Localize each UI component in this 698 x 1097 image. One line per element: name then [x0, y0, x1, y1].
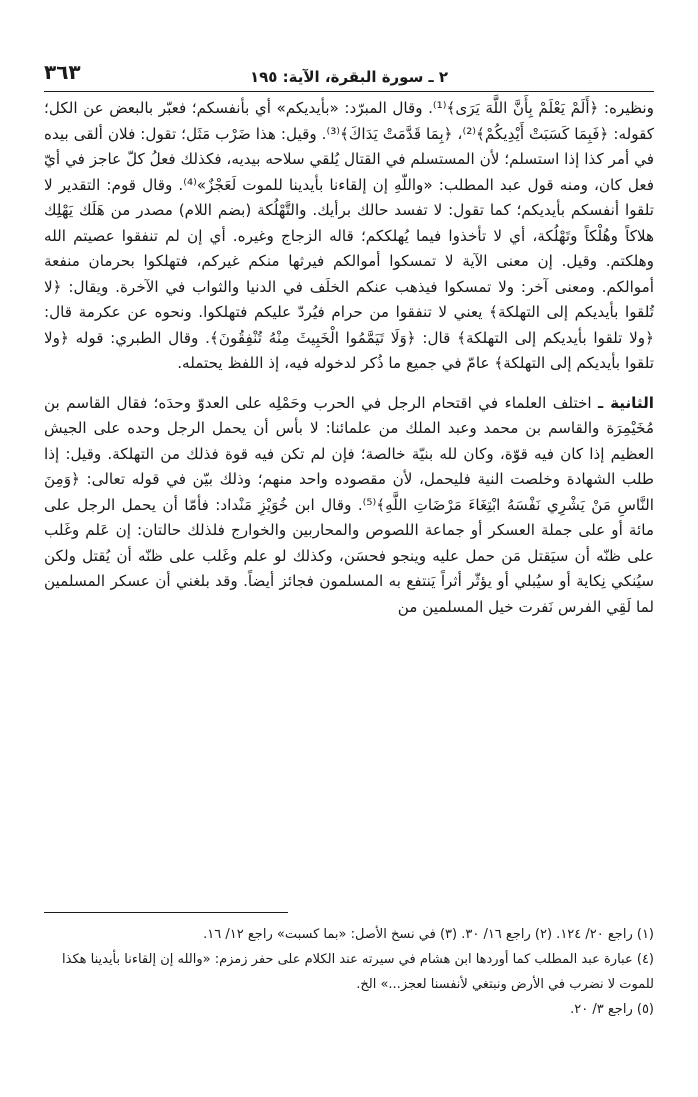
header-rule [44, 91, 654, 92]
footnote-line-3: (٥) راجع ٣/ ٢٠. [570, 1002, 654, 1017]
section-label: الثانية ـ [598, 393, 654, 412]
page-number: ٣٦٣ [44, 60, 81, 84]
paragraph-1: ونظيره: ﴿أَلَمْ يَعْلَمْ بِأَنَّ اللَّهَ يَرَى﴾⁽¹⁾. وقال المبرّد: «بأيديكم» أي بأنفسكم؛ فعبّر بالبعض عن الكل؛ كقوله: ﴿فَبِمَا كَسَبَتْ أَيْدِيكُمْ﴾⁽²⁾، ﴿بِمَا قَدَّمَتْ يَدَاكَ﴾⁽³⁾. وقيل: هذا ضَرْب مَثَل؛ تقول: فلان ألقى بيده في أمر كذا إذا استسلم؛ لأن المستسلم في القتال يُلقي سلاحه بيديه، فكذلك فعلُ كلّ عاجز في أيّ فعل كان، ومنه قول عبد المطلب: «واللّهِ إن إلقاءنا بأيدينا للموت لَعَجْزٌ»⁽⁴⁾. وقال قوم: التقدير لا تلقوا أنفسكم بأيديكم؛ كما تقول: لا تفسد حالك برأيك. والتَّهْلُكة (بضم اللام) مصدر من هَلَك يَهْلِك هلاكاً وهُلْكاً وتَهْلُكة، أي لا تأخذوا فيما يُهلككم؛ قاله الزجاج وغيره. أي إن لم تنفقوا عصيتم الله وهلكتم. وقيل. إن معنى الآية لا تمسكوا أموالكم فيرثها منكم غيركم، فتهلكوا بحرمان منفعة أموالكم. ومعنى آخر: ولا تمسكوا فيذهب عنكم الخلَف في الدنيا والثواب في الآخرة. ويقال: ﴿لا تُلقوا بأيديكم إلى التهلكة﴾ يعني لا تنفقوا من حرام فيُردّ عليكم فتهلكوا. ونحوه عن عكرمة قال: ﴿ولا تلقوا بأيديكم إلى التهلكة﴾ قال: ﴿وَلَا تَيَمَّمُوا الْخَبِيثَ مِنْهُ تُنْفِقُونَ﴾. وقال الطبري: قوله ﴿ولا تلقوا بأيديكم إلى التهلكة﴾ عامّ في جميع ما ذُكر لدخوله فيه، إذ اللفظ يحتمله. [44, 99, 655, 372]
running-title: ٢ ـ سورة البقرة، الآية: ١٩٥ [249, 68, 449, 86]
paragraph-2-text: اختلف العلماء في اقتحام الرجل في الحرب وحَمْلِه على العدوّ وحدَه؛ فقال القاسم بن مُخَيْمِرَة والقاسم بن محمد وعبد الملك من علمائنا: لا بأس أن يحمل الرجل وحده على الجيش العظيم إذا كان فيه قوّة، وكان لله بنيّة خالصة؛ فإن لم تكن فيه قوة فذلك من التهلكة. وقيل: إذا طلب الشهادة وخلصت النية فليحمل، لأن مقصوده واحد منهم؛ وذلك بيّن في قوله تعالى: ﴿وَمِنَ النَّاسِ مَنْ يَشْرِي نَفْسَهُ ابْتِغَاءَ مَرْضَاتِ اللَّهِ﴾⁽⁵⁾. وقال ابن خُوَيْزِ مَنْداد: فأمّا أن يحمل الرجل على مائة أو على جملة العسكر أو جماعة اللصوص والمحاربين والخوارج فلذلك حالتان: إن عَلم وغَلب على ظنّه أن سيَقتل مَن حمل عليه وينجو فحسَن، وكذلك لو علم وغَلب على ظنّه أن يُقتل ولكن سيُنكي نِكاية أو سيُبلي أو يؤثّر أثراً يَنتفع به المسلمون فجائز أيضاً. وقد بلغني أن عسكر المسلمين لما لَقِي الفرس نَفرت خيل المسلمين من [44, 393, 654, 616]
footnote-rule [44, 912, 288, 913]
footnote-line-2: (٤) عبارة عبد المطلب كما أوردها ابن هشام في سيرته عند الكلام على حفر زمزم: «والله إن إلقاءنا بأيدينا هكذا للموت لا نضرب في الأرض ونبتغي لأنفسنا لعجز...» الخ. [62, 952, 654, 992]
main-text [44, 96, 654, 620]
paragraph-2 [44, 391, 654, 621]
page-header [44, 58, 654, 86]
footnote-line-1: (١) راجع ٢٠/ ١٢٤. (٢) راجع ١٦/ ٣٠. (٣) في نسخ الأصل: «بما كسبت» راجع ١٢/ ١٦. [203, 927, 654, 942]
footnotes [44, 922, 654, 1022]
